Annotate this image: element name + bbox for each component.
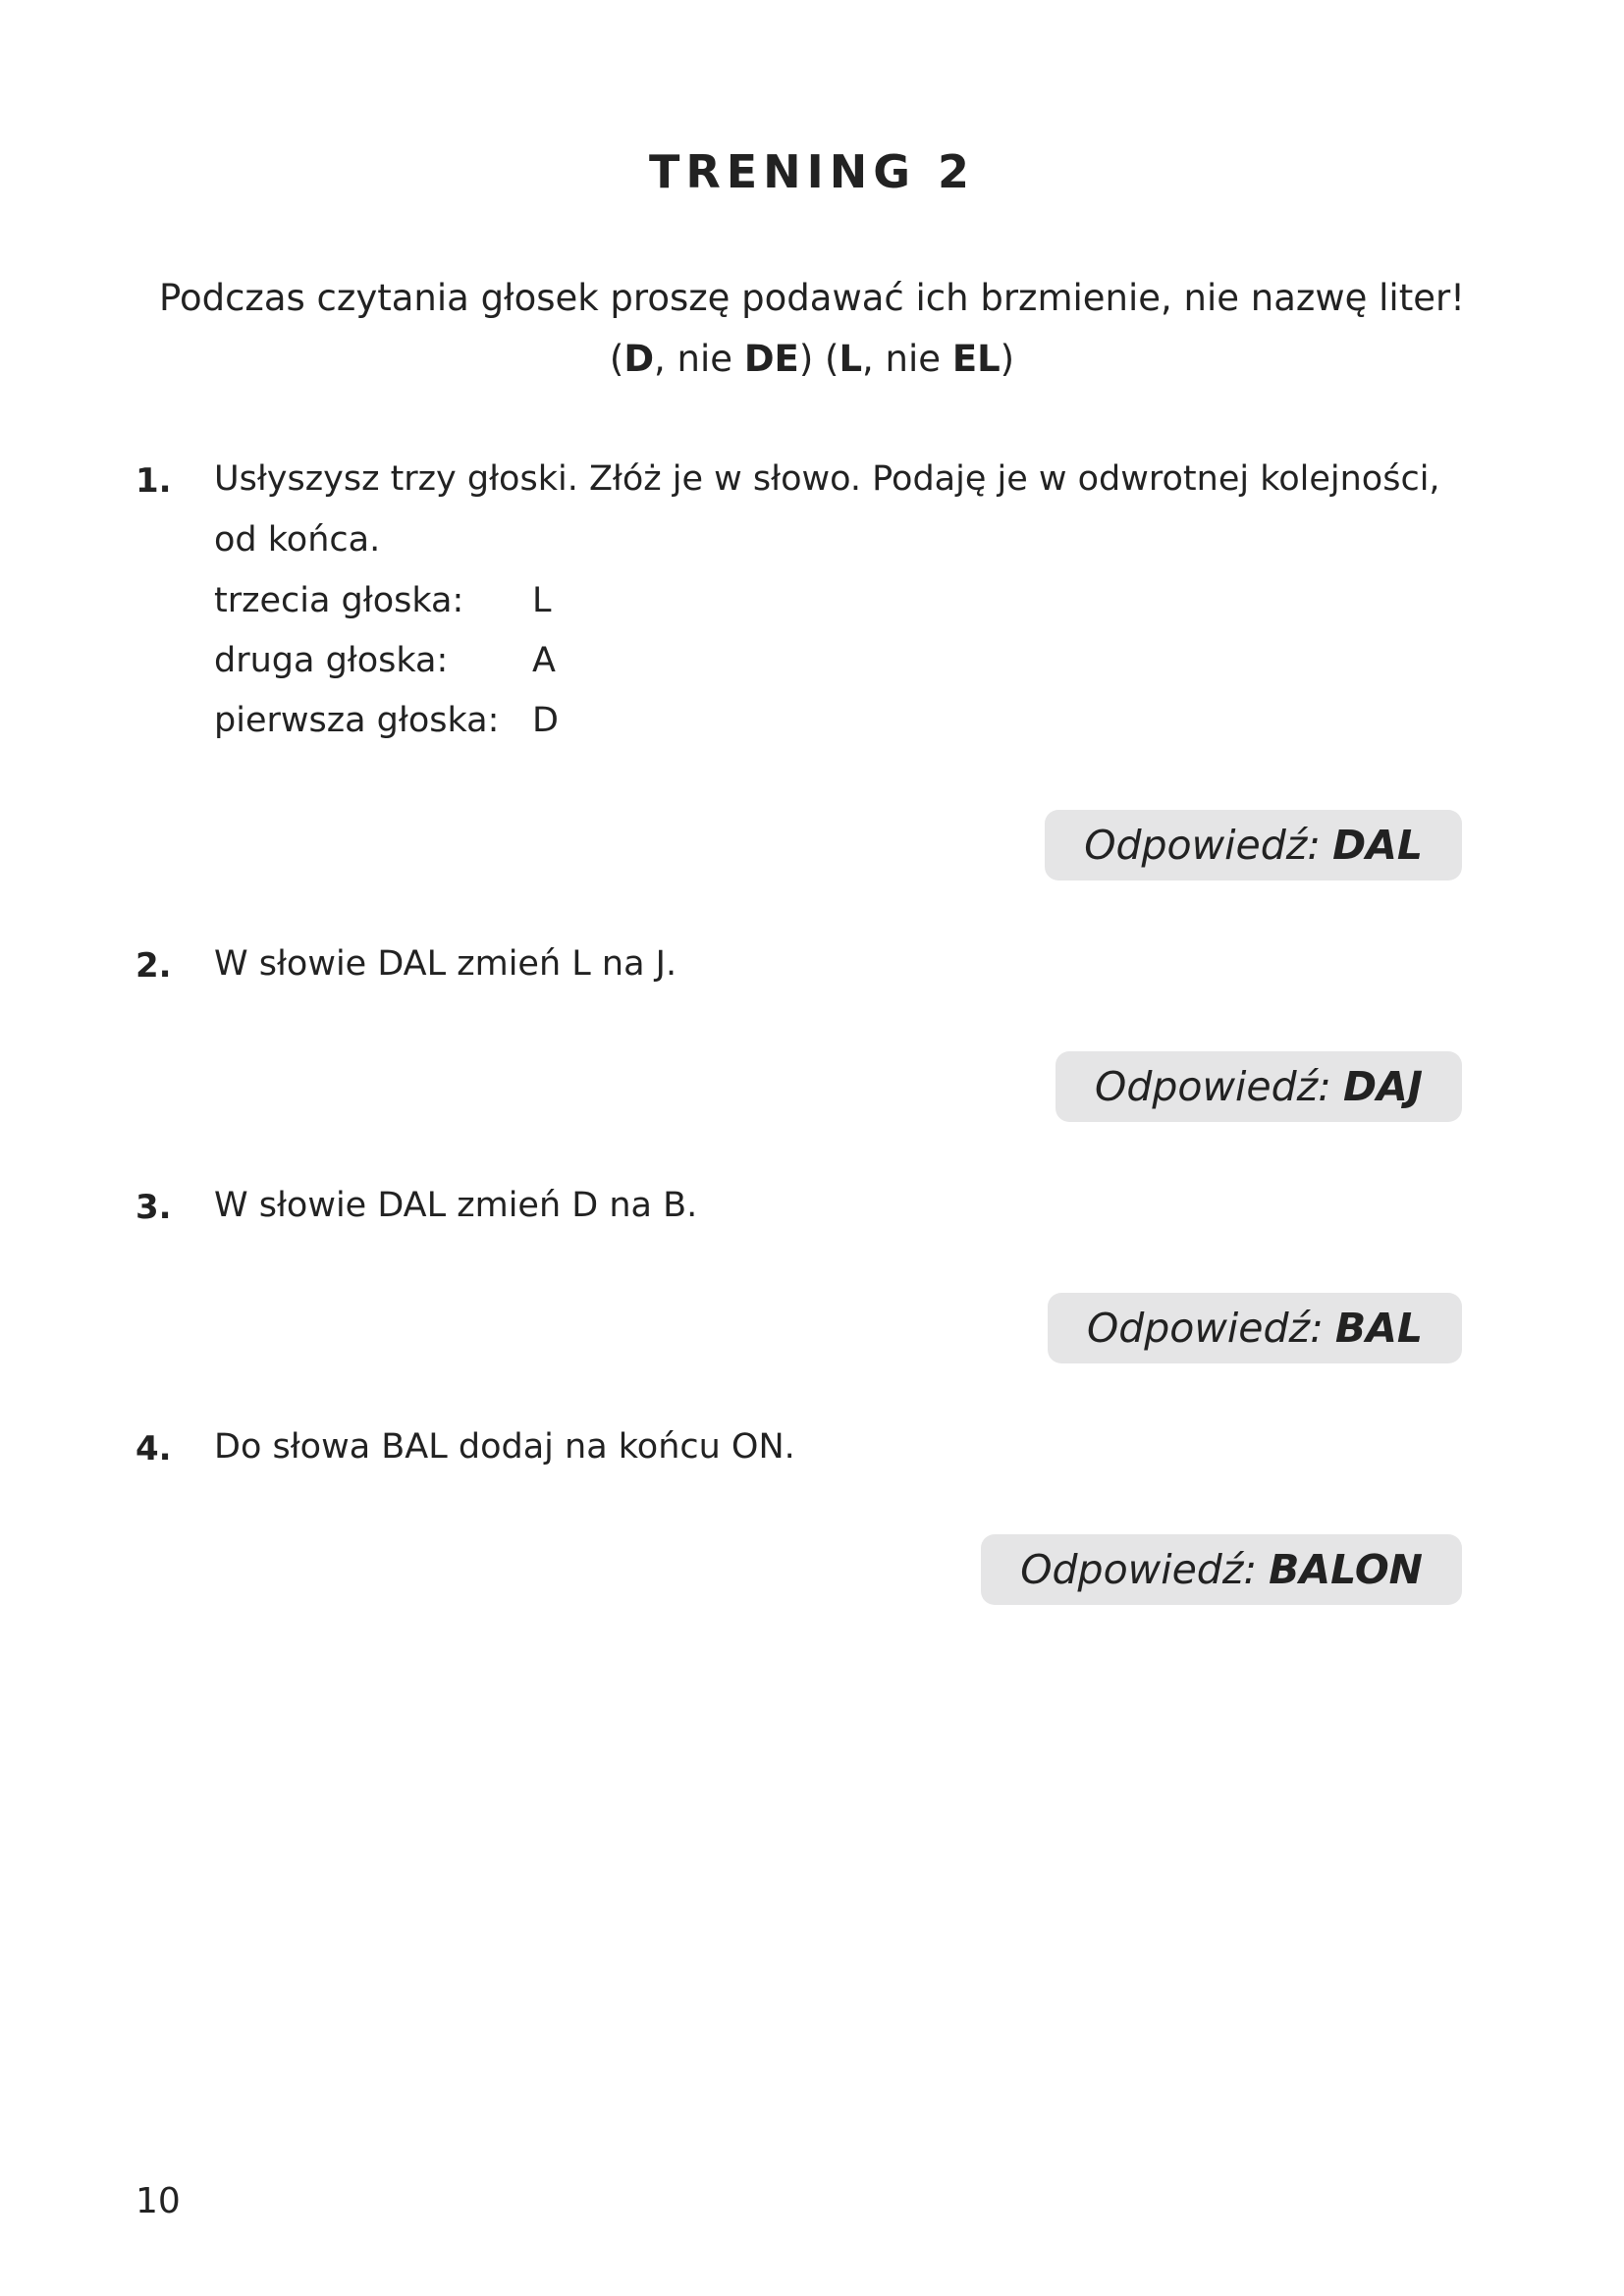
answer-box-4 xyxy=(981,1534,1462,1605)
page-number: 10 xyxy=(135,2181,181,2221)
task-1-number: 1. xyxy=(135,461,172,501)
task-3-text: W słowie DAL zmień D na B. xyxy=(214,1186,698,1225)
answer-word: BAL xyxy=(1334,1305,1423,1352)
answer-box-2 xyxy=(1056,1051,1462,1122)
answer-box-3 xyxy=(1048,1293,1462,1363)
answer-label: Odpowiedź: xyxy=(1086,1305,1324,1352)
answer-label: Odpowiedź: xyxy=(1020,1546,1258,1593)
task-1-text-line-1: Usłyszysz trzy głoski. Złóż je w słowo. Podaję je w odwrotnej kolejności, xyxy=(214,459,1440,499)
intro-part-bold: DE xyxy=(743,338,799,380)
task-4-number: 4. xyxy=(135,1429,172,1468)
answer-box-1 xyxy=(1045,810,1462,881)
task-4-text: Do słowa BAL dodaj na końcu ON. xyxy=(214,1427,795,1467)
answer-word: DAL xyxy=(1332,822,1423,869)
sound-label-first: pierwsza głoska: xyxy=(214,701,500,740)
sound-value-third: L xyxy=(532,581,552,620)
sound-value-second: A xyxy=(532,641,556,680)
answer-word: BALON xyxy=(1269,1546,1423,1593)
intro-line-2 xyxy=(0,338,1624,380)
intro-part: ( xyxy=(609,338,624,380)
intro-part: ) ( xyxy=(798,338,839,380)
page-title: TRENING 2 xyxy=(648,145,976,198)
intro-line-1: Podczas czytania głosek proszę podawać ich brzmienie, nie nazwę liter! xyxy=(158,277,1466,319)
intro-part-bold: L xyxy=(839,338,863,380)
sound-label-third: trzecia głoska: xyxy=(214,581,464,620)
answer-label: Odpowiedź: xyxy=(1095,1063,1331,1110)
task-1-text-line-2: od końca. xyxy=(214,520,381,560)
intro-part-bold: D xyxy=(623,338,655,380)
intro-part: , nie xyxy=(654,338,744,380)
intro-part: ) xyxy=(1000,338,1015,380)
intro-part-bold: EL xyxy=(951,338,1001,380)
task-2-number: 2. xyxy=(135,946,172,986)
sound-label-second: druga głoska: xyxy=(214,641,449,680)
answer-label: Odpowiedź: xyxy=(1084,822,1322,869)
task-2-text: W słowie DAL zmień L na J. xyxy=(214,944,677,984)
answer-word: DAJ xyxy=(1342,1063,1423,1110)
sound-value-first: D xyxy=(532,701,559,740)
task-3-number: 3. xyxy=(135,1188,172,1227)
intro-part: , nie xyxy=(862,338,952,380)
